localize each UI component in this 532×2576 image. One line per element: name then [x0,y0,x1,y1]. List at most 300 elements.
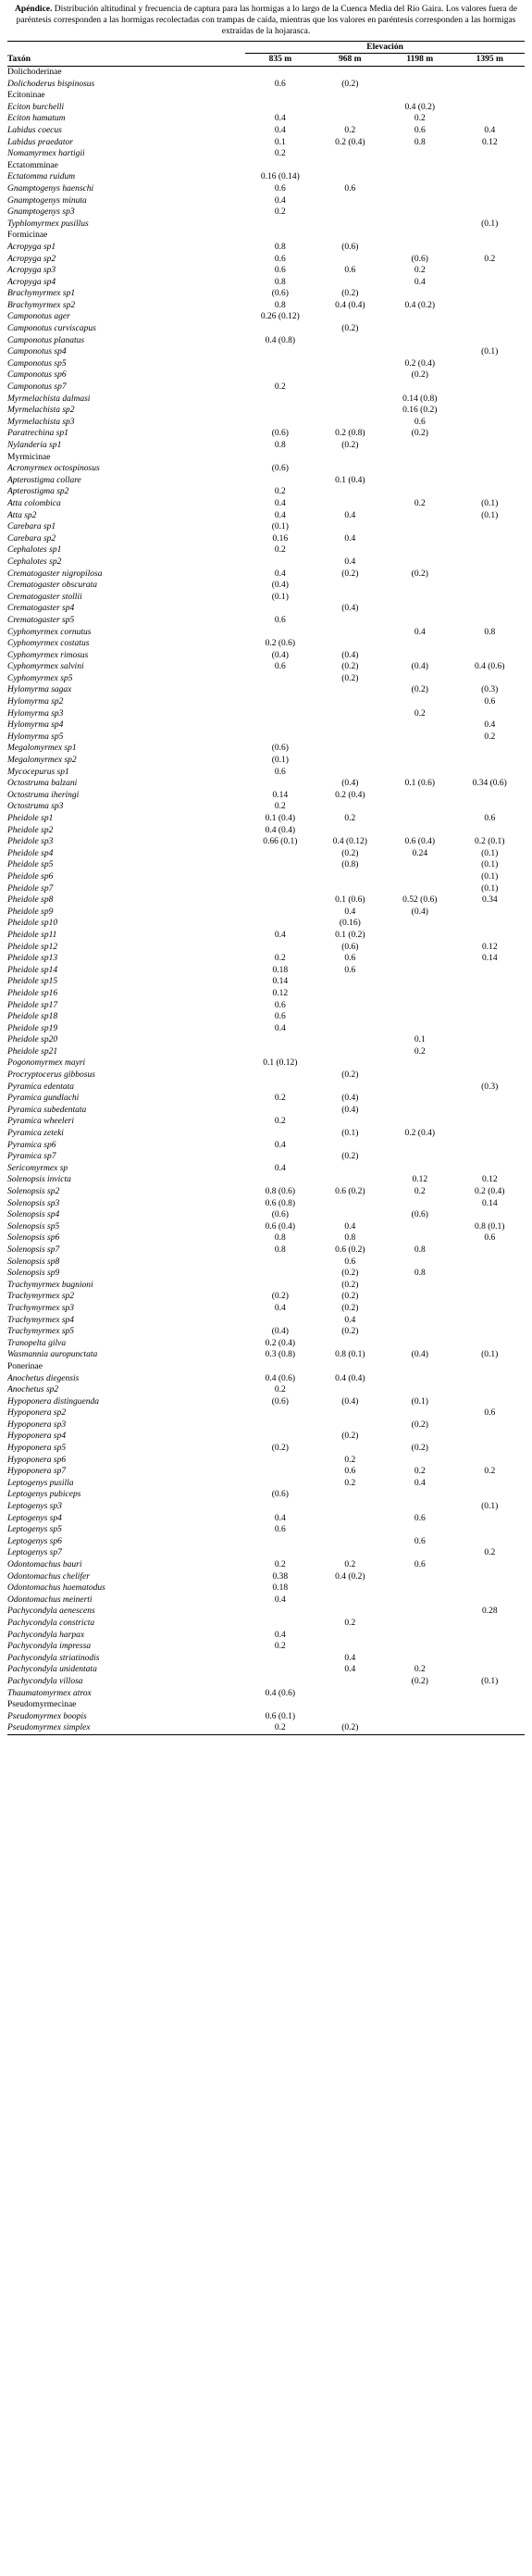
frequency-cell: 0.8 [414,1244,426,1255]
frequency-cell [245,1046,315,1058]
frequency-cell [385,1361,454,1373]
frequency-cell [245,1069,315,1082]
frequency-cell: 0.3 (0.8) [265,1350,296,1360]
frequency-cell: 0.14 [272,790,289,800]
frequency-cell: 0.6 (0.2) [335,1187,365,1196]
taxon-row [7,533,525,545]
frequency-cell [455,1315,526,1327]
frequency-cell [315,160,385,172]
taxon-row [7,1023,525,1035]
frequency-cell [385,1630,454,1642]
frequency-cell [315,358,385,370]
taxon-row [7,195,525,207]
frequency-cell [385,767,454,779]
taxon-name: Cyphomyrmex salvini [7,662,84,672]
frequency-cell [315,1524,385,1536]
subfamily-row [7,67,525,79]
frequency-cell [385,1524,454,1536]
frequency-cell [385,1606,454,1618]
frequency-cell [315,486,385,498]
frequency-cell: 0.4 [274,1630,286,1640]
frequency-cell [315,719,385,732]
frequency-cell [315,1443,385,1455]
frequency-cell [385,732,454,744]
frequency-cell [385,1407,454,1419]
taxon-name: Leptogenys sp6 [7,1536,62,1546]
taxon-name: Acropyga sp3 [7,266,56,276]
frequency-cell [385,603,454,615]
frequency-cell [455,452,526,464]
caption-label: Apéndice. [15,5,53,14]
frequency-cell [455,1711,526,1723]
frequency-cell: (0.2) [411,1444,428,1454]
frequency-cell [455,1000,526,1012]
taxon-row [7,1186,525,1198]
frequency-cell: (0.3) [481,1082,499,1092]
frequency-cell: 0.4 (0.6) [475,662,505,672]
frequency-cell [455,1384,526,1396]
frequency-cell [245,1280,315,1292]
frequency-cell [315,743,385,755]
frequency-cell: 0.2 (0.6) [265,639,296,649]
taxon-name: Pheidole sp1 [7,814,54,823]
taxon-name: Pyramica gundlachi [7,1094,80,1104]
taxon-name: Pheidole sp6 [7,871,54,882]
frequency-cell [385,790,454,802]
frequency-cell [245,907,315,919]
frequency-cell [455,358,526,370]
taxon-name: Pheidole sp8 [7,895,54,906]
frequency-cell [245,848,315,860]
frequency-cell [245,894,315,907]
frequency-cell [385,311,454,323]
taxon-name: Solenopsis invicta [7,1175,71,1185]
frequency-cell: 0.6 [344,266,356,276]
taxon-name: Solenopsis sp5 [7,1221,60,1232]
frequency-cell [385,743,454,755]
taxon-row [7,183,525,195]
frequency-cell [455,323,526,335]
frequency-cell: 0.2 [274,545,286,556]
frequency-cell [245,1105,315,1117]
frequency-cell [315,976,385,988]
frequency-cell [385,1688,454,1700]
taxon-name: Pheidole sp20 [7,1035,58,1045]
frequency-cell [385,1571,454,1583]
taxon-row [7,767,525,779]
taxon-row [7,592,525,604]
frequency-cell: 0.6 [344,1467,356,1477]
frequency-cell [385,825,454,837]
frequency-cell [245,1315,315,1327]
taxon-row [7,1046,525,1058]
frequency-cell [385,1291,454,1303]
frequency-cell [315,405,385,417]
frequency-cell: 0.4 (0.12) [332,837,367,847]
taxon-row [7,696,525,708]
taxon-row [7,1338,525,1350]
frequency-cell [455,1489,526,1501]
taxon-row [7,673,525,685]
frequency-cell: 0.4 [414,277,426,287]
frequency-cell [245,1653,315,1665]
frequency-cell [385,1280,454,1292]
frequency-cell [385,1455,454,1467]
taxon-name: Pheidole sp15 [7,977,58,987]
frequency-cell [455,1093,526,1105]
frequency-cell: 0.2 [414,498,426,508]
subfamily-name: Pseudomyrmecinae [7,1700,77,1710]
taxon-row [7,556,525,569]
taxon-name: Anochetus sp2 [7,1385,59,1395]
subfamily-row [7,452,525,464]
frequency-cell: 0.6 [414,1560,426,1569]
frequency-cell: (0.4) [341,779,359,789]
frequency-cell [245,417,315,429]
frequency-cell [315,1361,385,1373]
taxon-row [7,1069,525,1082]
frequency-cell: (0.1) [481,860,499,870]
frequency-cell [385,1384,454,1396]
frequency-cell [245,732,315,744]
taxon-row [7,137,525,149]
frequency-cell [455,743,526,755]
frequency-cell: 0.6 [414,1513,426,1523]
frequency-cell: 0.6 [274,183,286,194]
frequency-cell [385,160,454,172]
taxon-row [7,1676,525,1688]
frequency-cell [385,1722,454,1734]
frequency-cell [315,1000,385,1012]
taxon-row [7,894,525,907]
taxon-row [7,1209,525,1221]
taxon-row [7,1373,525,1385]
taxon-name: Pachycondyla impressa [7,1642,92,1652]
taxon-name: Atta sp2 [7,510,37,520]
frequency-cell [315,1641,385,1653]
taxon-name: Solenopsis sp4 [7,1210,60,1220]
frequency-cell [315,311,385,323]
frequency-cell [315,580,385,592]
taxon-row [7,1221,525,1233]
taxon-name: Hylomyrma sp3 [7,708,64,719]
taxon-name: Solenopsis sp7 [7,1244,60,1255]
frequency-cell: (0.4) [411,662,428,672]
taxon-name: Leptogenys pubiceps [7,1490,81,1500]
frequency-cell [455,930,526,942]
frequency-cell [385,67,454,79]
frequency-cell [245,1618,315,1630]
frequency-cell [245,475,315,487]
frequency-cell [315,1174,385,1186]
taxon-row [7,1268,525,1280]
frequency-cell [245,219,315,231]
taxon-name: Leptogenys pusilla [7,1478,74,1488]
taxon-row [7,615,525,627]
frequency-cell: 0.4 [344,1315,356,1325]
taxon-row [7,1571,525,1583]
frequency-cell [455,1455,526,1467]
frequency-cell [385,1489,454,1501]
taxon-row [7,1711,525,1723]
frequency-cell [245,394,315,406]
taxon-name: Camponotus planatus [7,335,85,345]
elevation-header: Elevación [245,42,525,54]
frequency-cell [245,696,315,708]
frequency-cell [455,767,526,779]
frequency-cell [385,1151,454,1163]
frequency-cell: 0.8 [344,1233,356,1244]
taxon-row [7,1232,525,1244]
frequency-cell: 0.52 (0.6) [402,895,438,906]
subfamily-name: Dolichoderinae [7,68,62,77]
frequency-cell [315,1501,385,1513]
taxon-row [7,1291,525,1303]
frequency-cell [315,381,385,394]
frequency-cell: 0.6 (0.8) [265,1198,296,1208]
frequency-cell: 0.4 [274,1513,286,1523]
frequency-cell [455,1513,526,1525]
taxon-row [7,1326,525,1338]
taxon-row [7,743,525,755]
taxon-name: Myrmelachista dalmasi [7,394,91,404]
taxon-name: Leptogenys sp3 [7,1502,62,1512]
frequency-cell [385,1315,454,1327]
frequency-cell [315,615,385,627]
frequency-cell [455,1571,526,1583]
subfamily-name: Formicinae [7,231,48,241]
frequency-cell: 0.2 [344,125,356,135]
frequency-cell [455,1630,526,1642]
frequency-cell: (0.6) [341,942,359,952]
frequency-cell [315,627,385,639]
frequency-cell [315,1209,385,1221]
frequency-cell [245,358,315,370]
frequency-cell [455,1244,526,1257]
frequency-cell [245,405,315,417]
taxon-name: Apterostigma collare [7,475,81,485]
frequency-cell: 0.2 (0.8) [335,429,365,439]
frequency-cell [455,1069,526,1082]
taxon-row [7,1105,525,1117]
taxon-name: Crematogaster stollii [7,592,82,602]
taxon-name: Myrmelachista sp3 [7,417,75,427]
frequency-cell: (0.16) [339,919,361,929]
frequency-cell: 0.6 [414,1536,426,1546]
frequency-cell [455,206,526,219]
taxon-row [7,1419,525,1432]
taxon-name: Ectatomma ruidum [7,172,76,182]
taxon-name: Pachycondyla unidentata [7,1665,97,1675]
frequency-cell [455,907,526,919]
frequency-cell [385,452,454,464]
taxon-name: Camponotus sp4 [7,347,67,357]
frequency-cell [315,1338,385,1350]
frequency-cell: 0.8 [414,1269,426,1279]
taxon-name: Pheidole sp19 [7,1023,58,1033]
frequency-cell [455,708,526,720]
frequency-cell [315,277,385,289]
frequency-cell [385,1641,454,1653]
taxon-name: Eciton burchelli [7,102,65,112]
frequency-cell [245,1431,315,1443]
frequency-cell [385,475,454,487]
frequency-cell [455,533,526,545]
taxon-row [7,1151,525,1163]
frequency-cell [385,1023,454,1035]
frequency-cell: (0.4) [341,1105,359,1115]
taxon-row [7,603,525,615]
frequency-cell [315,767,385,779]
frequency-cell [455,976,526,988]
frequency-cell [455,1536,526,1548]
frequency-cell [245,871,315,883]
taxon-name: Acropyga sp1 [7,242,56,252]
frequency-cell [455,1151,526,1163]
frequency-cell: 0.4 [344,1665,356,1675]
taxon-name: Cyphomyrmex sp5 [7,673,73,683]
taxon-row [7,1455,525,1467]
frequency-cell: 0.6 (0.2) [335,1244,365,1255]
taxon-name: Pheidole sp5 [7,860,54,870]
frequency-cell [315,871,385,883]
subfamily-row [7,230,525,242]
taxon-row [7,1630,525,1642]
taxon-name: Pheidole sp12 [7,942,58,952]
frequency-cell [315,219,385,231]
frequency-cell: 0.2 [274,1094,286,1104]
frequency-cell: 0.2 [414,266,426,276]
taxon-row [7,1174,525,1186]
taxon-name: Tranopelta gilva [7,1338,67,1348]
taxon-name: Pseudomyrmex simplex [7,1722,245,1734]
taxon-row [7,79,525,91]
frequency-cell: 0.4 [274,569,286,579]
frequency-cell [245,346,315,358]
frequency-cell: (0.2) [341,1292,359,1302]
taxon-name: Hypoponera sp6 [7,1455,67,1465]
taxon-row [7,965,525,977]
frequency-cell: 0.1 (0.4) [265,814,296,823]
frequency-cell: 0.4 [344,1653,356,1663]
taxon-row [7,942,525,954]
frequency-cell [385,1303,454,1315]
frequency-cell [315,1582,385,1594]
frequency-cell [315,346,385,358]
frequency-cell: 0.4 [484,125,496,135]
frequency-cell [455,242,526,254]
taxon-name: Acropyga sp4 [7,277,56,287]
taxon-row [7,498,525,510]
frequency-cell: 0.6 [344,954,356,964]
frequency-cell: 0.14 (0.8) [402,394,438,404]
frequency-cell: 0.2 (0.1) [475,837,505,847]
frequency-cell: (0.1) [411,1396,428,1407]
frequency-cell [245,918,315,930]
frequency-cell: (0.4) [341,650,359,660]
frequency-cell [385,544,454,556]
frequency-cell [245,1547,315,1559]
frequency-cell: 0.2 [274,382,286,393]
frequency-cell [385,988,454,1000]
frequency-cell [315,1140,385,1152]
frequency-cell [385,650,454,662]
frequency-cell [455,1338,526,1350]
frequency-cell: 0.2 (0.4) [475,1187,505,1196]
frequency-cell: 0.6 [274,615,286,625]
taxon-row [7,732,525,744]
frequency-cell [315,1057,385,1069]
frequency-cell: 0.2 (0.4) [404,1129,435,1139]
frequency-cell [455,988,526,1000]
frequency-cell: 0.2 (0.4) [404,358,435,369]
frequency-cell [245,1082,315,1094]
taxon-row [7,580,525,592]
taxon-name: Odontomachus bauri [7,1560,82,1569]
frequency-cell: 0.26 (0.12) [260,312,300,322]
frequency-cell: 0.14 [481,954,498,964]
taxon-name: Nomamyrmex hartigii [7,149,85,159]
frequency-cell: (0.2) [341,1303,359,1313]
taxon-name: Typhlomyrmex pusillus [7,219,89,229]
frequency-cell: (0.1) [271,756,289,766]
taxon-row [7,638,525,650]
frequency-cell [455,1326,526,1338]
taxon-name: Hylomyrma sp4 [7,720,64,731]
frequency-cell: 0.1 (0.6) [335,895,365,906]
frequency-cell: (0.4) [341,604,359,614]
taxon-row [7,381,525,394]
frequency-cell: (0.3) [481,685,499,695]
frequency-cell [315,1699,385,1711]
frequency-cell: 0.4 [344,907,356,917]
frequency-cell [455,1116,526,1128]
taxon-name: Pheidole sp7 [7,883,54,894]
taxon-row [7,1384,525,1396]
frequency-cell [315,417,385,429]
frequency-cell [455,417,526,429]
frequency-cell [385,1057,454,1069]
frequency-cell [245,778,315,790]
frequency-cell [455,1594,526,1607]
frequency-cell: 0.8 [414,137,426,147]
taxon-name: Cyphomyrmex cornutus [7,627,92,637]
taxon-name: Solenopsis sp8 [7,1257,60,1267]
taxon-name: Pyramica wheeleri [7,1117,75,1127]
frequency-cell [455,790,526,802]
taxon-row [7,1000,525,1012]
frequency-cell [315,1034,385,1046]
frequency-cell [455,1034,526,1046]
frequency-cell [455,1023,526,1035]
frequency-cell [315,1547,385,1559]
frequency-cell: (0.2) [411,1676,428,1686]
frequency-cell [455,569,526,581]
frequency-cell: (0.6) [411,1210,428,1220]
taxon-row [7,569,525,581]
frequency-cell [245,102,315,114]
taxon-name: Pachycondyla villosa [7,1676,83,1686]
frequency-cell [385,801,454,813]
taxon-row [7,1280,525,1292]
frequency-cell: 0.6 [484,814,496,823]
frequency-cell [455,148,526,160]
taxon-row [7,1163,525,1175]
frequency-cell: 0.24 [412,848,428,858]
frequency-cell [315,1407,385,1419]
taxon-name: Trachymyrmex sp5 [7,1327,75,1337]
taxon-row [7,1082,525,1094]
